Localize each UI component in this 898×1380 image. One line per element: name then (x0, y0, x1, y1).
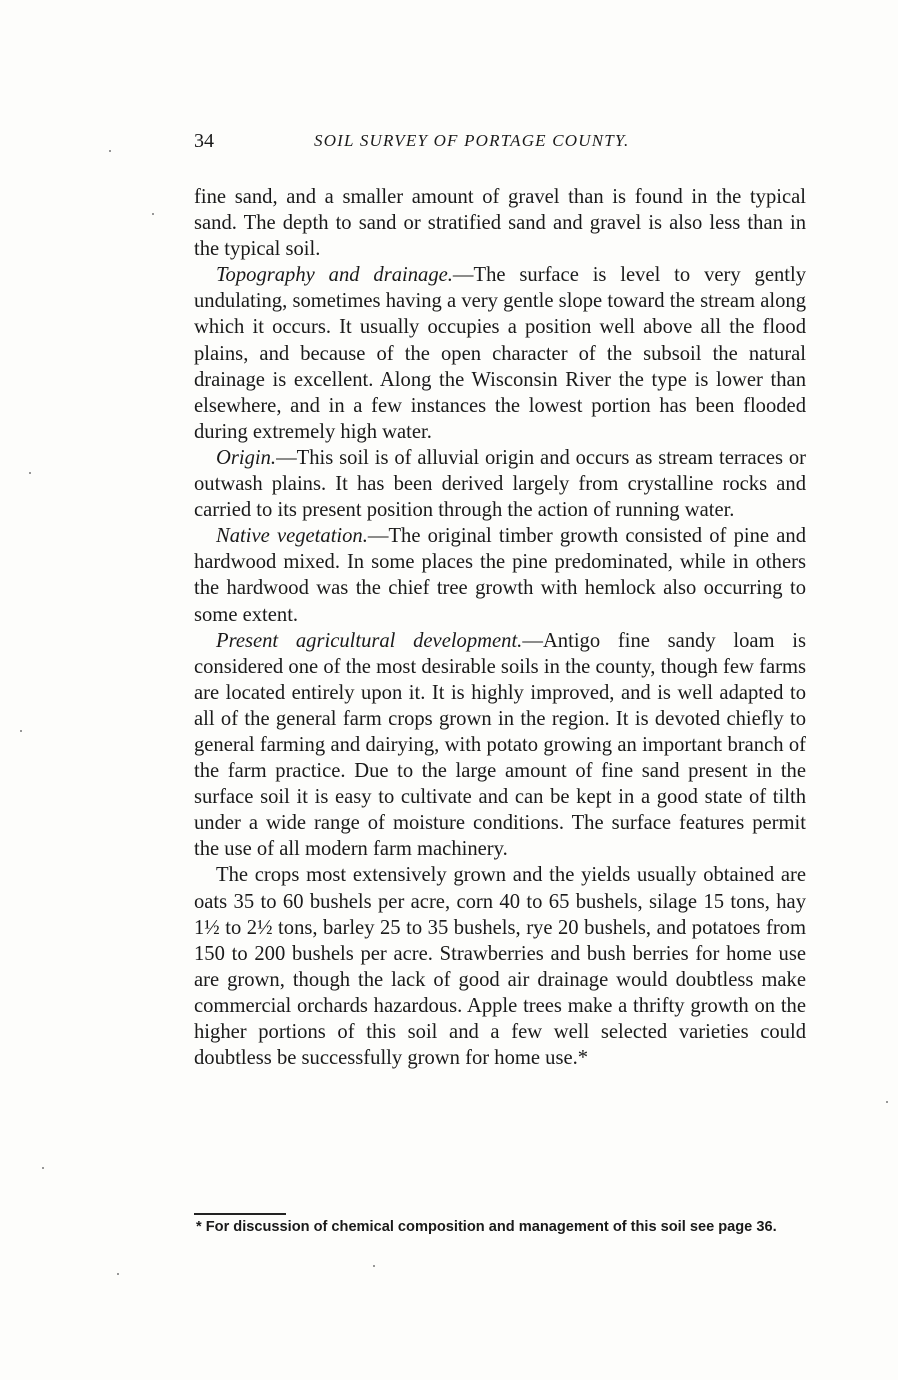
paragraph-crops: The crops most extensively grown and the yields usually obtained are oats 35 to 60 bushels per acre, corn 40 to 65 bushels, silage 15 tons, hay 1½ to 2½ tons, barley 25 to 35 bushels, rye 20 bushels, and potatoes from 150 to 200 bushels per acre. Strawberries and bush berries for home use are grown, though the lack of good air drainage would doubtless make commercial orchards hazardous. Apple trees make a thrifty growth on the higher portions of this soil and a few well selected varieties could doubtless be successfully grown for home use.* (194, 864, 806, 1070)
paragraph-topography (194, 262, 806, 445)
scan-speck (373, 1265, 375, 1267)
footnote: * For discussion of chemical composition and management of this soil see page 36. (196, 1219, 777, 1235)
section-heading-development: Present agricultural development. (216, 629, 523, 652)
footnote-divider (194, 1213, 286, 1215)
paragraph-origin-text: —This soil is of alluvial origin and occurs as stream terraces or outwash plains. It has been derived largely from crystalline rocks and carried to its present position through the action of running water. (194, 446, 806, 522)
scan-speck (109, 150, 111, 152)
paragraph-continuation: fine sand, and a smaller amount of gravel than is found in the typical sand. The depth to sand or stratified sand and gravel is also less than in the typical soil. (194, 186, 806, 261)
scan-speck (29, 472, 31, 474)
section-heading-vegetation: Native vegetation. (216, 525, 368, 548)
paragraph-development (194, 628, 806, 863)
section-heading-topography: Topography and drainage. (216, 264, 453, 287)
paragraph-development-text: —Antigo fine sandy loam is considered one of the most desirable soils in the county, though few farms are located entirely upon it. It is highly improved, and is well adapted to all of the general farm crops grown in the region. It is devoted chiefly to general farming and dairying, with potato growing an important branch of the farm practice. Due to the large amount of fine sand present in the surface soil it is easy to cultivate and can be kept in a good state of tilth under a wide range of moisture conditions. The surface features permit the use of all modern farm machinery. (194, 629, 806, 861)
section-heading-origin: Origin. (216, 446, 277, 469)
running-title: SOIL SURVEY OF PORTAGE COUNTY. (314, 131, 630, 150)
paragraph-origin (194, 445, 806, 523)
paragraph-topography-text: —The surface is level to very gently undulating, sometimes having a very gentle slope toward the stream along which it occurs. It usually occupies a position well above all the flood plains, and because of the open character of the subsoil the natural drainage is excellent. Along the Wisconsin River the type is lower than elsewhere, and in a few instances the lowest portion has been flooded during extremely high water. (194, 264, 806, 443)
scan-speck (117, 1273, 119, 1275)
body-text (194, 184, 806, 1071)
scan-speck (20, 730, 22, 732)
running-head (194, 130, 806, 158)
page-number: 34 (194, 130, 214, 152)
scan-speck (886, 1101, 888, 1103)
paragraph-vegetation-text: —The original timber growth consisted of pine and hardwood mixed. In some places the pine predominated, while in others the hardwood was the chief tree growth with hemlock also occurring to some extent. (194, 525, 806, 626)
paragraph-vegetation (194, 523, 806, 627)
scan-speck (152, 213, 154, 215)
scan-speck (42, 1167, 44, 1169)
